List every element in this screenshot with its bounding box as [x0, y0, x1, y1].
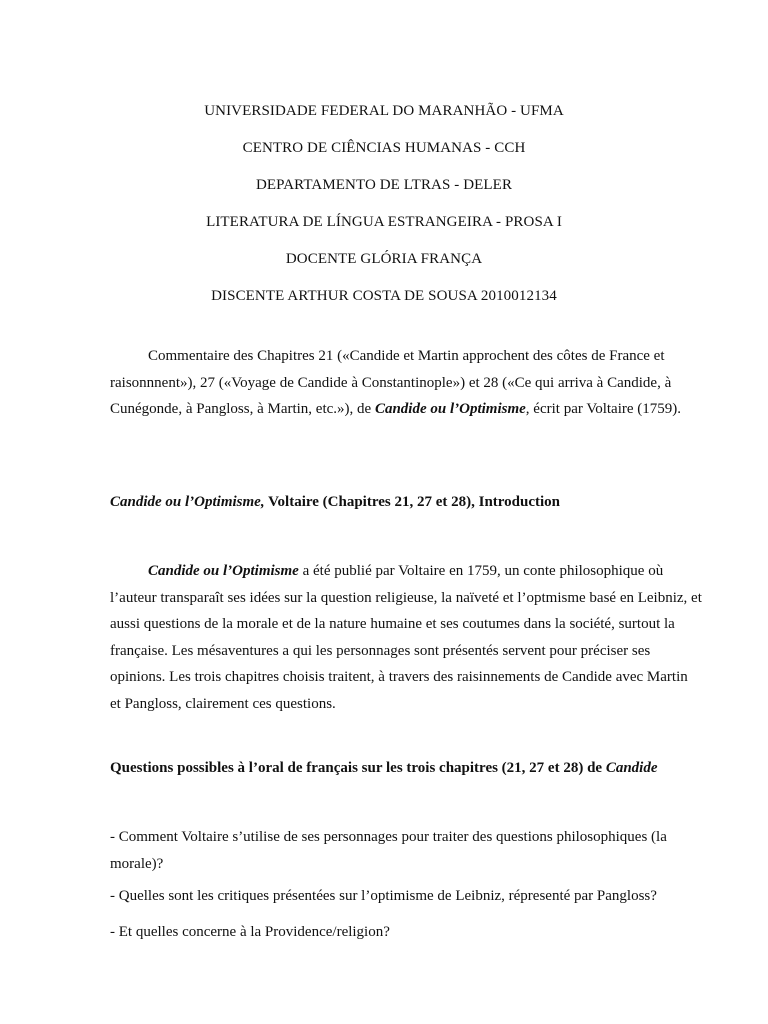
- question-item: - Comment Voltaire s’utilise de ses personnages pour traiter des questions philosophiques (la morale)?: [110, 829, 667, 872]
- question-item: - Quelles sont les critiques présentées sur l’optimisme de Leibniz, répresenté par Pangloss?: [110, 888, 657, 904]
- intro-text: a été publié par Voltaire en 1759, un conte philosophique où l’auteur transparaît ses idées sur la question religieuse, la naïveté et l’optmisme basé en Leibniz, et aussi questions de la morale et de la nature humaine et ses coutumes dans la société, surtout la française. Les mésaventures a qui les personnages sont présentés servent pour préciser ses opinions. Les trois chapitres choisis traitent, à travers des raisinnements de Candide avec Martin et Pangloss, clairement ces questions.: [110, 563, 702, 712]
- department-name: DEPARTAMENTO DE LTRAS - DELER: [255, 177, 513, 193]
- section-title-rest: Voltaire (Chapitres 21, 27 et 28), Introduction: [264, 494, 561, 510]
- teacher-name: DOCENTE GLÓRIA FRANÇA: [285, 251, 483, 267]
- questions-heading: [110, 755, 702, 782]
- section-title-book: Candide ou l’Optimisme,: [110, 494, 265, 510]
- questions-heading-book: Candide: [605, 760, 658, 776]
- student-name: DISCENTE ARTHUR COSTA DE SOUSA 2010012134: [211, 288, 557, 304]
- section-title: [110, 489, 702, 516]
- question-item: - Et quelles concerne à la Providence/religion?: [110, 924, 390, 940]
- commentary-text-after: , écrit par Voltaire (1759).: [525, 401, 682, 417]
- introduction-paragraph: [110, 558, 702, 717]
- university-name: UNIVERSIDADE FEDERAL DO MARANHÃO - UFMA: [204, 103, 564, 119]
- commentary-text-before: Commentaire des Chapitres 21 («Candide et Martin approchent des côtes de France et raisonnnent»), 27 («Voyage de Candide à Constantinople») et 28 («Ce qui arriva à Candide, à Cunégonde, à Pangloss, à Martin, etc.»), de: [110, 348, 672, 417]
- course-name: LITERATURA DE LÍNGUA ESTRANGEIRA - PROSA I: [206, 214, 562, 230]
- book-title: Candide ou l’Optimisme: [374, 401, 526, 417]
- document-header: [0, 100, 768, 322]
- questions-heading-text: Questions possibles à l’oral de français sur les trois chapitres (21, 27 et 28) de: [110, 760, 606, 776]
- center-name: CENTRO DE CIÊNCIAS HUMANAS - CCH: [242, 140, 526, 156]
- intro-book-title: Candide ou l’Optimisme: [148, 563, 299, 579]
- commentary-paragraph: [110, 343, 702, 423]
